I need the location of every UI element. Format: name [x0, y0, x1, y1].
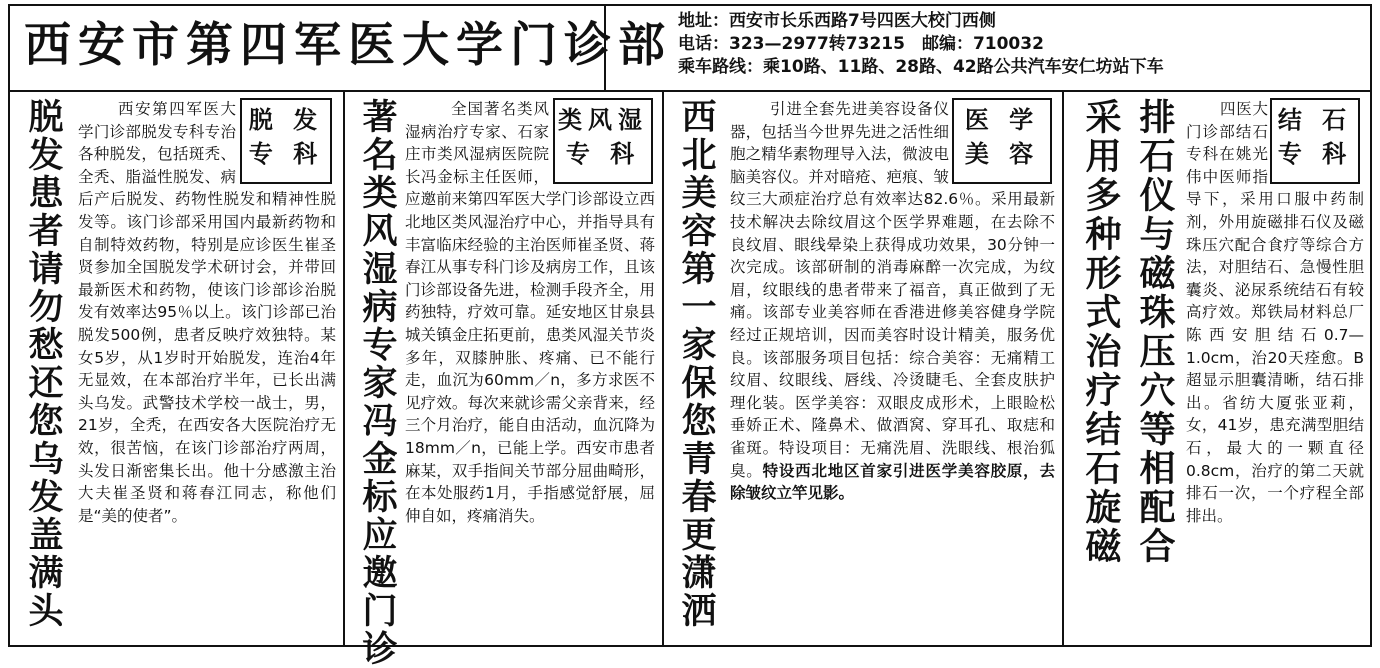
stones-label-line2: 专 科 — [1277, 140, 1353, 168]
hair-loss-label-line1: 脱 发 — [248, 106, 324, 134]
column-divider — [1062, 92, 1064, 647]
rheumatism-label-line2: 专 科 — [565, 140, 641, 168]
hair-loss-headline: 脱发患者请勿愁还您乌发盖满头 — [23, 98, 63, 630]
stones-label-line1: 结 石 — [1277, 106, 1353, 134]
header-contact — [678, 10, 1358, 79]
rheumatism-body — [405, 98, 655, 527]
stones-headline-a: 排石仪与磁珠压穴等相配合 — [1134, 98, 1175, 566]
header-divider — [606, 90, 1372, 92]
column-divider — [662, 92, 664, 647]
stones-headline-b: 采用多种形式治疗结石旋磁 — [1080, 98, 1121, 566]
cosmetic-label-line1: 医 学 — [964, 106, 1040, 134]
hair-loss-body — [78, 98, 336, 527]
rheumatism-label-line1: 类风湿 — [558, 106, 648, 134]
page-title: 西安市第四军医大学门诊部 — [24, 18, 672, 73]
hair-loss-label-line2: 专 科 — [248, 140, 324, 168]
hair-loss-body-text: 西安第四军医大学门诊部脱发专科专治各种脱发，包括斑秃、全秃、脂溢性脱发、病后产后脱发、药物性脱发和精神性脱发等。该门诊部采用国内最新药物和自制特效药物，特别是应诊医生崔圣贤参加全国脱发学术研讨会，并带回最新医术和药物，使该门诊部诊治脱发有效率达95％以上。该门诊部已治脱发500例，患者反映疗效独特。某女5岁，从1岁时开始脱发，连治4年无显效，在本部治疗半年，已长出满头乌发。武警技术学校一战士，男，21岁，全秃，在西安各大医院治疗无效，很苦恼，在该门诊部治疗两周，头发日渐密集长出。他十分感激主治大夫崔圣贤和蒋春江同志，称他们是“美的使者”。 — [78, 100, 336, 525]
column-divider — [343, 92, 345, 647]
rheumatism-headline: 著名类风湿病专家冯金标应邀门诊 — [357, 98, 397, 668]
stones-body-text: 四医大门诊部结石专科在姚光伟中医师指导下，采用口服中药制剂，外用旋磁排石仪及磁珠压穴配合食疗等综合方法，对胆结石、急慢性胆囊炎、泌尿系统结石有较高疗效。郑铁局材料总厂陈西安胆结石0.7—1.0cm，治20天痊愈。B超显示胆囊清晰，结石排出。省纺大厦张亚莉，女，41岁，患充满型胆结石，最大的一颗直径0.8cm，治疗的第二天就排石一次，一个疗程全部排出。 — [1186, 100, 1364, 525]
header-title-box — [8, 4, 672, 92]
cosmetic-headline: 西北美容第一家保您青春更潇洒 — [676, 98, 716, 630]
address-line: 地址：西安市长乐西路7号四医大校门西侧 — [678, 11, 996, 31]
phone-line: 电话：323—2977转73215 邮编：710032 — [678, 34, 1044, 54]
rheumatism-body-text: 全国著名类风湿病治疗专家、石家庄市类风湿病医院院长冯金标主任医师，应邀前来第四军医大学门诊部设立西北地区类风湿治疗中心，并指导具有丰富临床经验的主治医师崔圣贤、蒋春江从事专科门诊及病房工作，且该门诊部设备先进，检测手段齐全，用药独特，疗效可靠。延安地区甘泉县城关镇金庄拓更前，患类风湿关节炎多年，双膝肿胀、疼痛、已不能行走，血沉为60mm／n，多方求医不见疗效。每次来就诊需父亲背来，经三个月治疗，能自由活动，血沉降为18mm／n，已能上学。西安市患者麻某，双手指间关节部分屈曲畸形，在本处服药1月，手指感觉舒展，屈伸自如，疼痛消失。 — [405, 100, 655, 525]
route-line: 乘车路线：乘10路、11路、28路、42路公共汽车安仁坊站下车 — [678, 57, 1164, 77]
cosmetic-body — [730, 98, 1055, 505]
cosmetic-body-bold: 特设西北地区首家引进医学美容胶原，去除皱纹立竿见影。 — [730, 461, 1055, 503]
cosmetic-body-text: 引进全套先进美容设备仪器，包括当今世界先进之活性细胞之精华素物理导入法，微波电脑美容仪。并对暗疮、疤痕、皱纹三大顽症治疗总有效率达82.6％。采用最新技术解决去除纹眉这个医学界难题，在去除不良纹眉、眼线晕染上获得成功效果，30分钟一次完成。该部研制的消毒麻醉一次完成，为纹眉，纹眼线的患者带来了福音，真正做到了无痛。该部专业美容师在香港进修美容健身学院经过正规培训，因而美容时设计精美，服务优良。该部服务项目包括：综合美容：无痛精工纹眉、纹眼线、唇线、冷烫睫毛、全套皮肤护理化装。医学美容：双眼皮成形术，上眼睑松垂娇正术、隆鼻术、做酒窝、穿耳孔、取痣和雀斑。特设项目：无痛洗眉、洗眼线、根治狐臭。 — [730, 100, 1055, 480]
cosmetic-label-line2: 美 容 — [964, 140, 1040, 168]
stones-body — [1186, 98, 1364, 527]
